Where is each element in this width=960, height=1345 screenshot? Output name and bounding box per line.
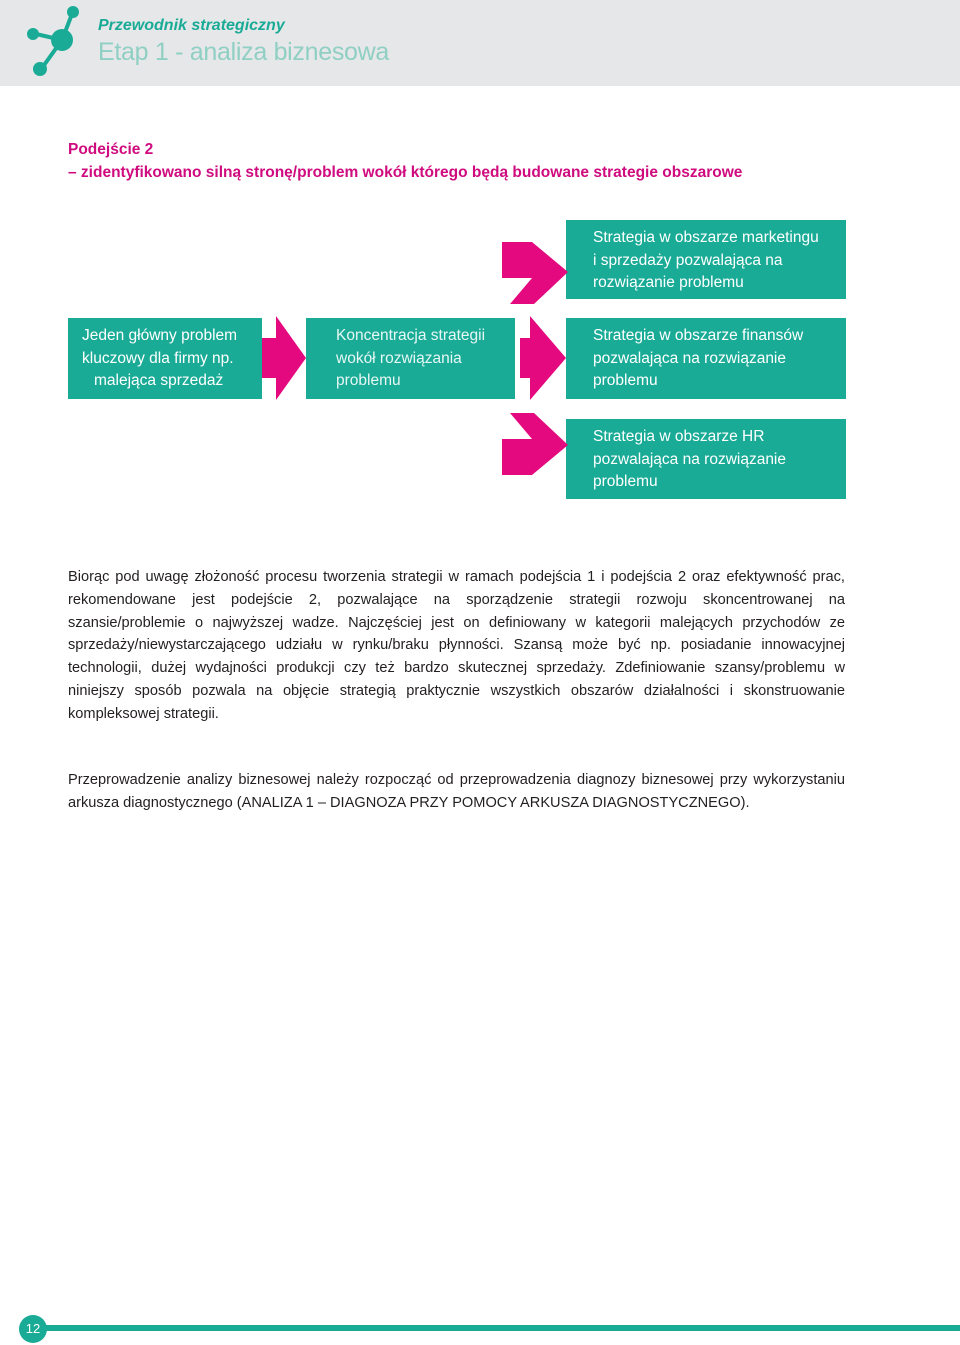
arrow-right-icon (520, 316, 566, 400)
box-line: pozwalająca na rozwiązanie (593, 450, 787, 468)
section-heading-line-1: Podejście 2 (68, 141, 154, 158)
source-problem-box (68, 318, 262, 399)
focus-strategy-box (306, 318, 515, 399)
box-line: problemu (593, 372, 658, 389)
box-line: i sprzedaży pozwalająca na (593, 251, 783, 269)
arrow-up-right-icon (502, 238, 568, 304)
page-number: 12 (19, 1315, 47, 1343)
page-header (0, 0, 960, 86)
strategy-box-marketing (566, 220, 846, 299)
box-line: Strategia w obszarze finansów (593, 327, 804, 344)
section-heading (68, 138, 742, 184)
strategy-box-hr (566, 419, 846, 499)
box-line: Koncentracja strategii (336, 327, 486, 344)
box-line: problemu (593, 473, 658, 490)
arrow-down-right-icon (502, 413, 568, 479)
box-line: wokół rozwiązania (336, 349, 462, 367)
arrow-right-icon (262, 316, 306, 400)
footer-rule (46, 1325, 960, 1331)
box-line: Strategia w obszarze HR (593, 428, 765, 445)
box-line: kluczowy dla firmy np. (82, 349, 234, 367)
body-paragraph-2: Przeprowadzenie analizy biznesowej należy rozpocząć od przeprowadzenia diagnozy biznesowej przy wykorzystaniu arkusza diagnostycznego (ANALIZA 1 – DIAGNOZA PRZY POMOCY ARKUSZA DIAGNOSTYCZNEGO). (68, 772, 845, 811)
box-line: Strategia w obszarze marketingu (593, 229, 819, 246)
box-line: Jeden główny problem (82, 327, 238, 344)
molecule-logo-icon (22, 4, 88, 76)
box-line: pozwalająca na rozwiązanie (593, 349, 787, 367)
box-line: rozwiązanie problemu (593, 274, 744, 291)
strategy-box-finance (566, 318, 846, 399)
body-paragraph-1: Biorąc pod uwagę złożoność procesu tworzenia strategii w ramach podejścia 1 i podejścia 2 oraz efektywność prac, rekomendowane jest podejście 2, pozwalające na sporządzenie strategii rozwoju skoncentrowanej na szansie/problemie o najwyższej wadze. Najczęściej jest on definiowany w kategorii malejących przychodów ze sprzedaży/niewystarczającego udziału w rynku/braku płynności. Szansą może być np. posiadanie innowacyjnej technologii, dużej wydajności produkcji czy też bardzo skutecznej sprzedaży. Zdefiniowanie szansy/problemu w niniejszy sposób pozwala na objęcie strategią praktycznie wszystkich obszarów działalności i skonstruowanie kompleksowej strategii. (68, 569, 845, 722)
guide-subtitle: Przewodnik strategiczny (98, 17, 285, 34)
box-line: problemu (336, 372, 401, 389)
stage-title: Etap 1 - analiza biznesowa (98, 38, 389, 66)
box-line: malejąca sprzedaż (94, 372, 224, 389)
section-heading-line-2: – zidentyfikowano silną stronę/problem wokół którego będą budowane strategie obszarowe (68, 164, 743, 181)
